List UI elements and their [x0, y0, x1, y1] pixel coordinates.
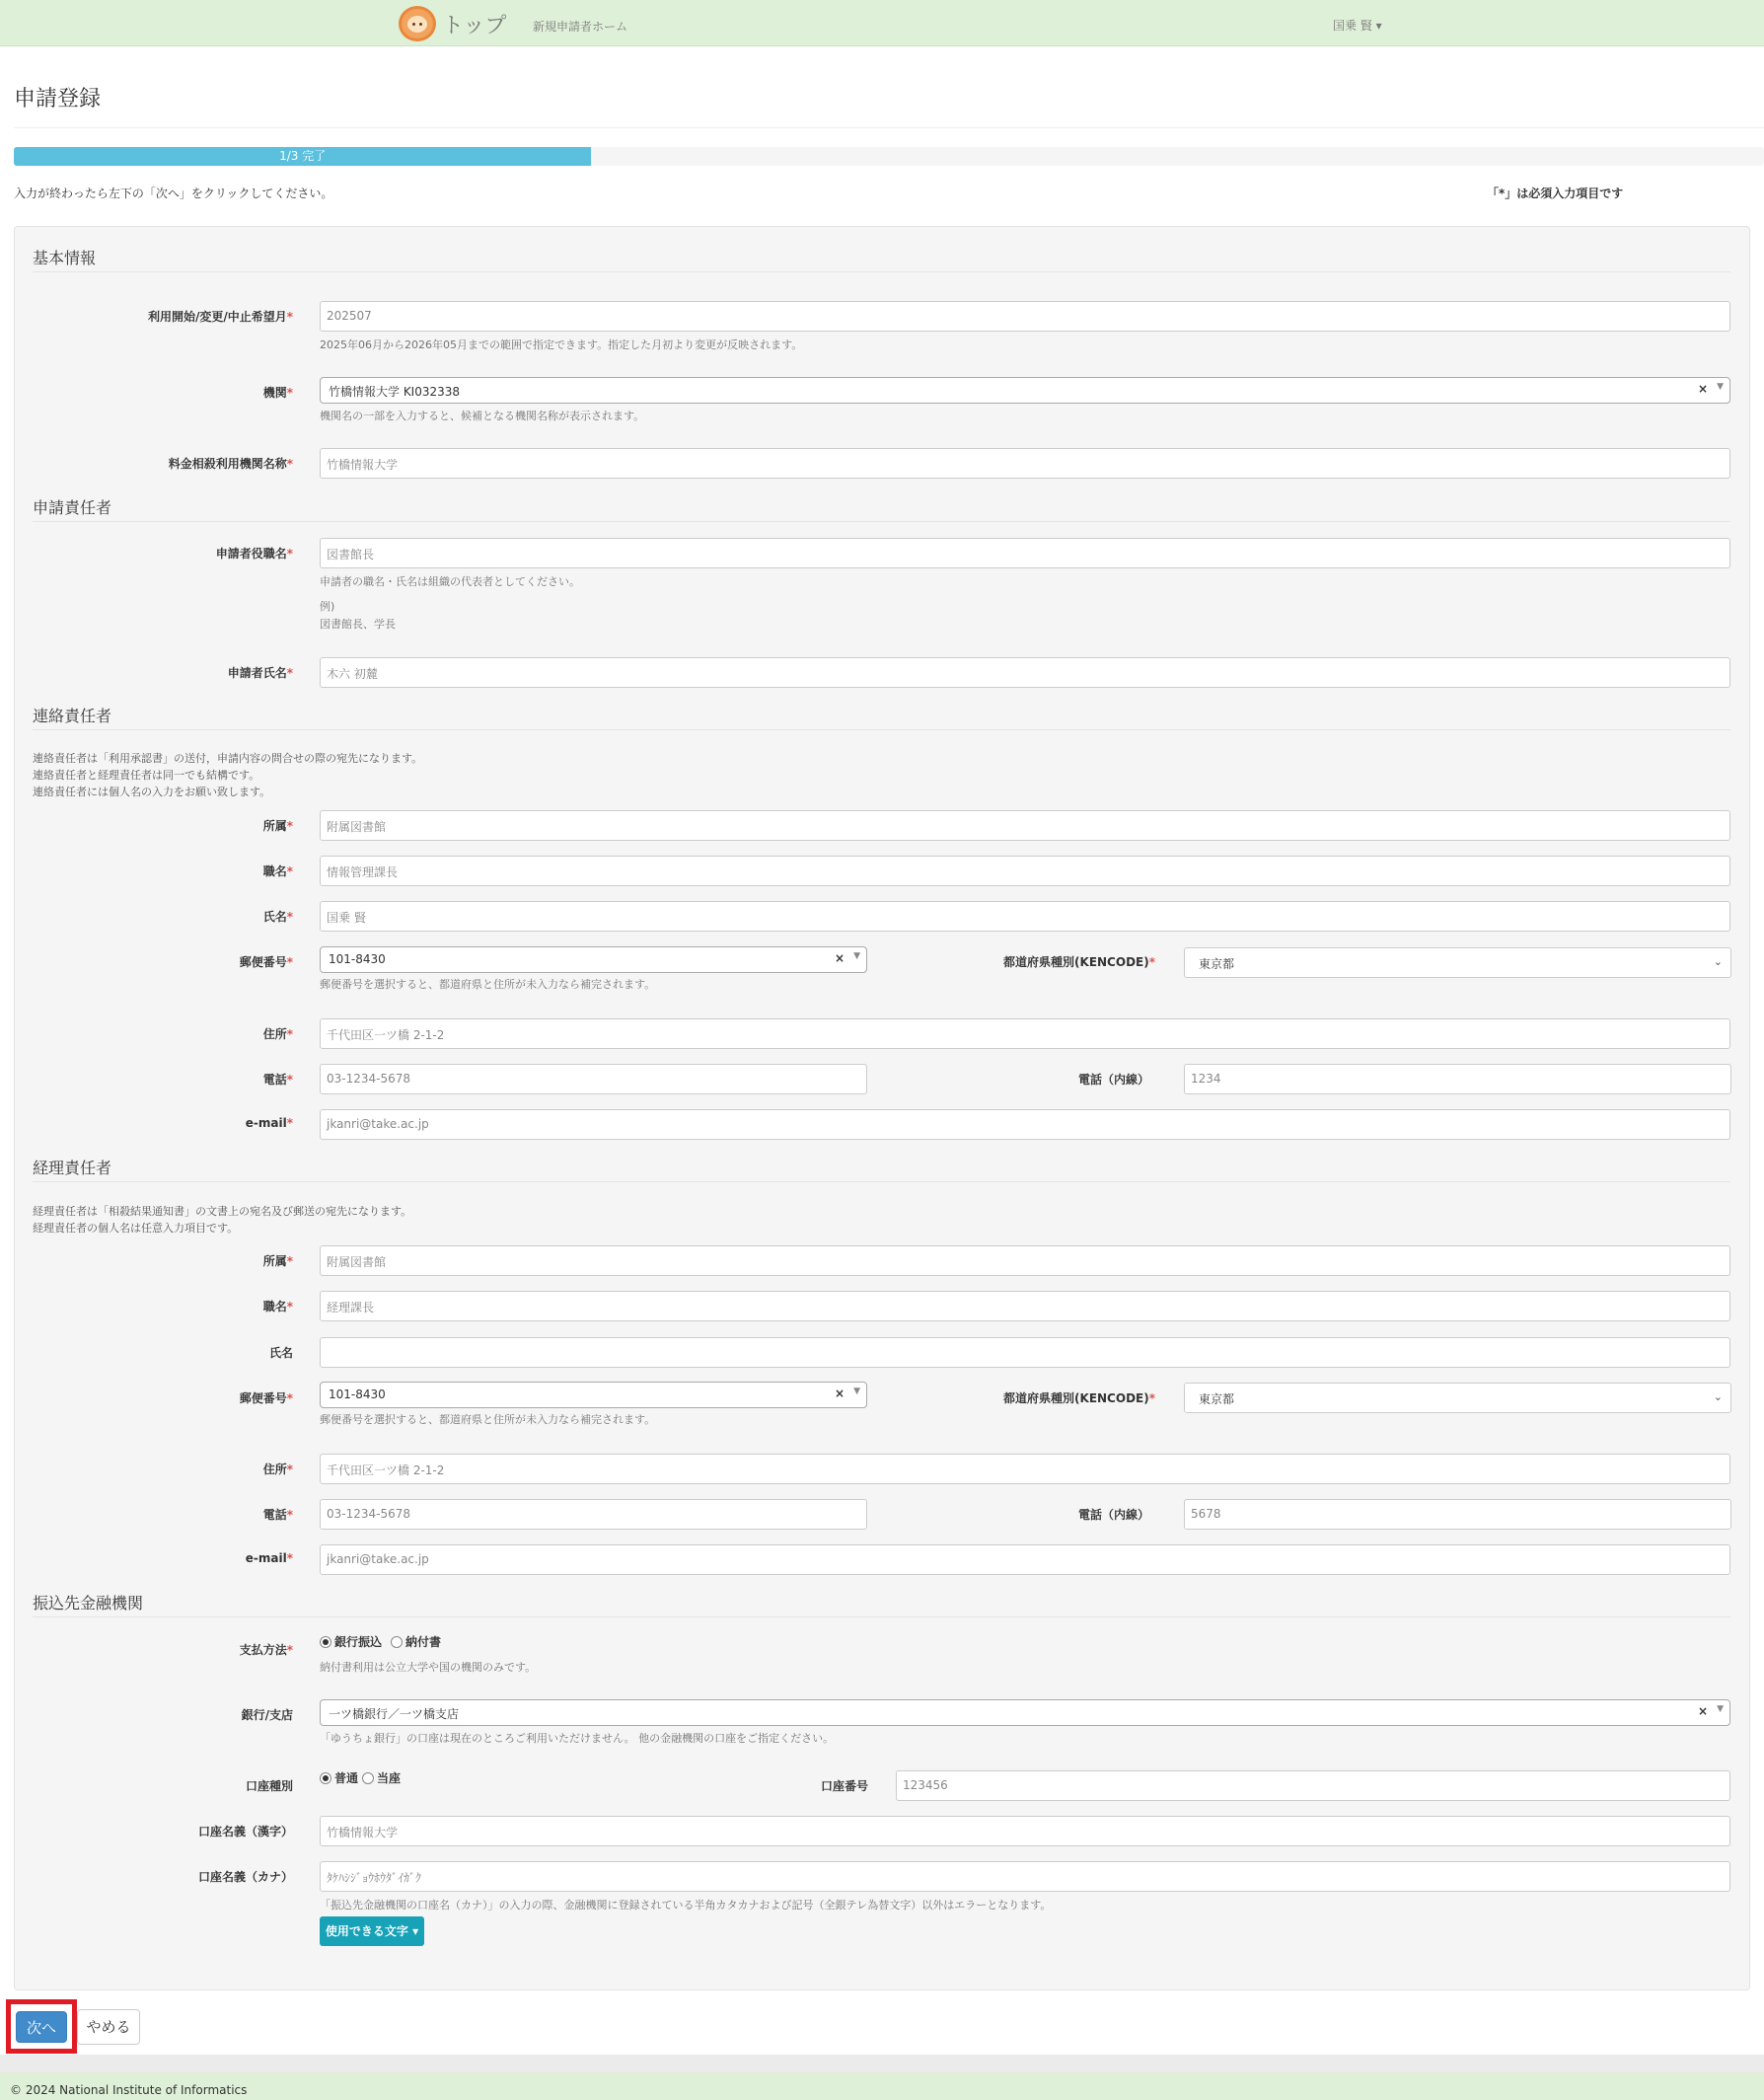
navbar	[0, 0, 1764, 46]
radio-icon[interactable]	[362, 1772, 374, 1784]
contact-ext-label: 電話（内線）	[1077, 1073, 1149, 1087]
acct-pref-select[interactable]: 東京都 ⌄	[1184, 1383, 1731, 1413]
instruction-text: 入力が終わったら左下の「次へ」をクリックしてください。	[14, 187, 333, 200]
footer-divider	[0, 2055, 1764, 2072]
radio-bank-transfer[interactable]: 銀行振込	[320, 1633, 382, 1650]
copyright-text: © 2024 National Institute of Informatics	[10, 2083, 248, 2097]
contact-tel-label: 電話*	[262, 1073, 293, 1087]
radio-payment-slip[interactable]: 納付書	[391, 1633, 441, 1650]
bank-branch-help: 「ゆうちょ銀行」の口座は現在のところご利用いただけません。 他の金融機関の口座をご指定ください。	[320, 1732, 835, 1745]
contact-pref-label: 都道府県種別(KENCODE)*	[1003, 955, 1155, 969]
applicant-help-1: 申請者の職名・氏名は組織の代表者としてください。	[320, 575, 580, 588]
acct-addr-input[interactable]: 千代田区一ツ橋 2-1-2	[320, 1454, 1730, 1484]
nav-home-link[interactable]: 新規申請者ホーム	[533, 20, 628, 34]
radio-icon[interactable]	[320, 1772, 331, 1784]
radio-current[interactable]: 当座	[362, 1769, 401, 1786]
account-kanji-input[interactable]: 竹橋情報大学	[320, 1816, 1730, 1846]
footer	[0, 2072, 1764, 2100]
acct-dept-label: 所属*	[262, 1254, 293, 1268]
applicant-name-label: 申請者氏名*	[227, 666, 293, 680]
contact-zip-help: 郵便番号を選択すると、都道府県と住所が未入力なら補完されます。	[320, 978, 656, 991]
divider	[14, 127, 1764, 128]
contact-position-input[interactable]: 情報管理課長	[320, 856, 1730, 886]
contact-position-label: 職名*	[262, 864, 293, 878]
contact-pref-select[interactable]: 東京都 ⌄	[1184, 947, 1731, 978]
acct-email-label: e-mail*	[245, 1551, 293, 1565]
account-number-input[interactable]: 123456	[896, 1770, 1730, 1801]
radio-icon[interactable]	[320, 1636, 331, 1648]
acct-pref-label: 都道府県種別(KENCODE)*	[1003, 1391, 1155, 1405]
chevron-down-icon: ▼	[853, 951, 860, 961]
clear-icon[interactable]: ×	[1697, 382, 1708, 396]
cancel-button[interactable]: やめる	[77, 2009, 140, 2045]
start-month-input[interactable]: 202507	[320, 301, 1730, 332]
section-contact-legend: 連絡責任者	[33, 704, 1730, 730]
contact-email-input[interactable]: jkanri@take.ac.jp	[320, 1109, 1730, 1140]
account-type-label: 口座種別	[245, 1779, 293, 1793]
contact-addr-label: 住所*	[262, 1027, 293, 1041]
logo-icon[interactable]	[399, 6, 436, 41]
contact-dept-label: 所属*	[262, 819, 293, 833]
chevron-down-icon: ▼	[1717, 382, 1724, 392]
start-month-help: 2025年06月から2026年05月までの範囲で指定できます。指定した月初より変更が反映されます。	[320, 338, 803, 351]
accounting-note-2: 経理責任者の個人名は任意入力項目です。	[33, 1222, 239, 1235]
payment-method-label: 支払方法*	[239, 1643, 293, 1657]
acct-zip-select[interactable]: 101-8430 × ▼	[320, 1382, 867, 1408]
acct-name-input[interactable]	[320, 1337, 1730, 1368]
user-menu[interactable]: 国乗 賢 ▾	[1333, 19, 1382, 33]
contact-email-label: e-mail*	[245, 1116, 293, 1130]
account-kana-input[interactable]: ﾀｹﾊｼｼﾞｮｳﾎｳﾀﾞｲｶﾞｸ	[320, 1861, 1730, 1892]
acct-email-input[interactable]: jkanri@take.ac.jp	[320, 1544, 1730, 1575]
org-label: 機関*	[262, 386, 293, 400]
contact-zip-select[interactable]: 101-8430 × ▼	[320, 946, 867, 973]
progress-bar	[14, 147, 1764, 166]
radio-ordinary[interactable]: 普通	[320, 1769, 358, 1786]
org-help: 機関名の一部を入力すると、候補となる機関名称が表示されます。	[320, 410, 645, 422]
clear-icon[interactable]: ×	[834, 951, 845, 965]
acct-name-label: 氏名	[268, 1346, 293, 1360]
applicant-title-label: 申請者役職名*	[215, 547, 293, 561]
section-applicant-legend: 申請責任者	[33, 495, 1730, 522]
accounting-note-1: 経理責任者は「相殺結果通知書」の文書上の宛名及び郵送の宛先になります。	[33, 1205, 412, 1218]
acct-addr-label: 住所*	[262, 1462, 293, 1476]
org-select[interactable]: 竹橋情報大学 KI032338 × ▼	[320, 377, 1730, 404]
clear-icon[interactable]: ×	[1697, 1704, 1708, 1718]
applicant-title-input[interactable]: 図書館長	[320, 538, 1730, 568]
contact-name-label: 氏名*	[262, 910, 293, 924]
applicant-help-3: 図書館長、学長	[320, 618, 396, 631]
acct-ext-input[interactable]: 5678	[1184, 1499, 1731, 1530]
chevron-down-icon: ▼	[853, 1387, 860, 1396]
account-number-label: 口座番号	[820, 1779, 868, 1793]
acct-tel-input[interactable]: 03-1234-5678	[320, 1499, 867, 1530]
acct-ext-label: 電話（内線）	[1077, 1508, 1149, 1522]
radio-icon[interactable]	[391, 1636, 403, 1648]
contact-name-input[interactable]: 国乗 賢	[320, 901, 1730, 932]
bank-branch-label: 銀行/支店	[241, 1708, 293, 1722]
acct-zip-help: 郵便番号を選択すると、都道府県と住所が未入力なら補完されます。	[320, 1413, 656, 1426]
progress-fill: 1/3 完了	[14, 147, 591, 166]
contact-note-2: 連絡責任者と経理責任者は同一でも結構です。	[33, 769, 260, 782]
required-note: 「*」は必須入力項目です	[1487, 187, 1624, 200]
fee-org-input[interactable]: 竹橋情報大学	[320, 448, 1730, 479]
allowed-chars-button[interactable]: 使用できる文字 ▾	[320, 1916, 424, 1946]
next-button[interactable]: 次へ	[16, 2011, 67, 2043]
chevron-down-icon: ▼	[1717, 1704, 1724, 1714]
contact-addr-input[interactable]: 千代田区一ツ橋 2-1-2	[320, 1018, 1730, 1049]
applicant-help-2: 例)	[320, 600, 335, 613]
fee-org-label: 料金相殺利用機関名称*	[168, 457, 293, 471]
acct-zip-label: 郵便番号*	[239, 1391, 293, 1405]
start-month-label: 利用開始/変更/中止希望月*	[147, 310, 293, 324]
acct-dept-input[interactable]: 附属図書館	[320, 1245, 1730, 1276]
page-title: 申請登録	[14, 87, 102, 112]
bank-branch-select[interactable]: 一ツ橋銀行／一ツ橋支店 × ▼	[320, 1699, 1730, 1726]
contact-dept-input[interactable]: 附属図書館	[320, 810, 1730, 841]
contact-tel-input[interactable]: 03-1234-5678	[320, 1064, 867, 1094]
section-accounting-legend: 経理責任者	[33, 1156, 1730, 1182]
contact-zip-label: 郵便番号*	[239, 955, 293, 969]
acct-position-input[interactable]: 経理課長	[320, 1291, 1730, 1321]
brand-link[interactable]: トップ	[442, 14, 507, 38]
acct-position-label: 職名*	[262, 1300, 293, 1313]
acct-tel-label: 電話*	[262, 1508, 293, 1522]
clear-icon[interactable]: ×	[834, 1387, 845, 1400]
contact-note-1: 連絡責任者は「利用承認書」の送付，申請内容の問合せの際の宛先になります。	[33, 752, 423, 765]
account-kanji-label: 口座名義（漢字）	[197, 1825, 293, 1838]
chevron-down-icon: ⌄	[1713, 1390, 1723, 1403]
applicant-name-input[interactable]: 木六 初麓	[320, 657, 1730, 688]
contact-ext-input[interactable]: 1234	[1184, 1064, 1731, 1094]
chevron-down-icon: ⌄	[1713, 955, 1723, 968]
section-basic-legend: 基本情報	[33, 246, 1730, 272]
account-kana-help: 「振込先金融機関の口座名（カナ）」の入力の際、金融機関に登録されている半角カタカナおよび記号（全銀テレ為替文字）以外はエラーとなります。	[320, 1899, 1052, 1912]
section-bank-legend: 振込先金融機関	[33, 1591, 1730, 1617]
payment-method-help: 納付書利用は公立大学や国の機関のみです。	[320, 1661, 537, 1674]
contact-note-3: 連絡責任者には個人名の入力をお願い致します。	[33, 786, 271, 798]
account-kana-label: 口座名義（カナ）	[197, 1870, 293, 1884]
